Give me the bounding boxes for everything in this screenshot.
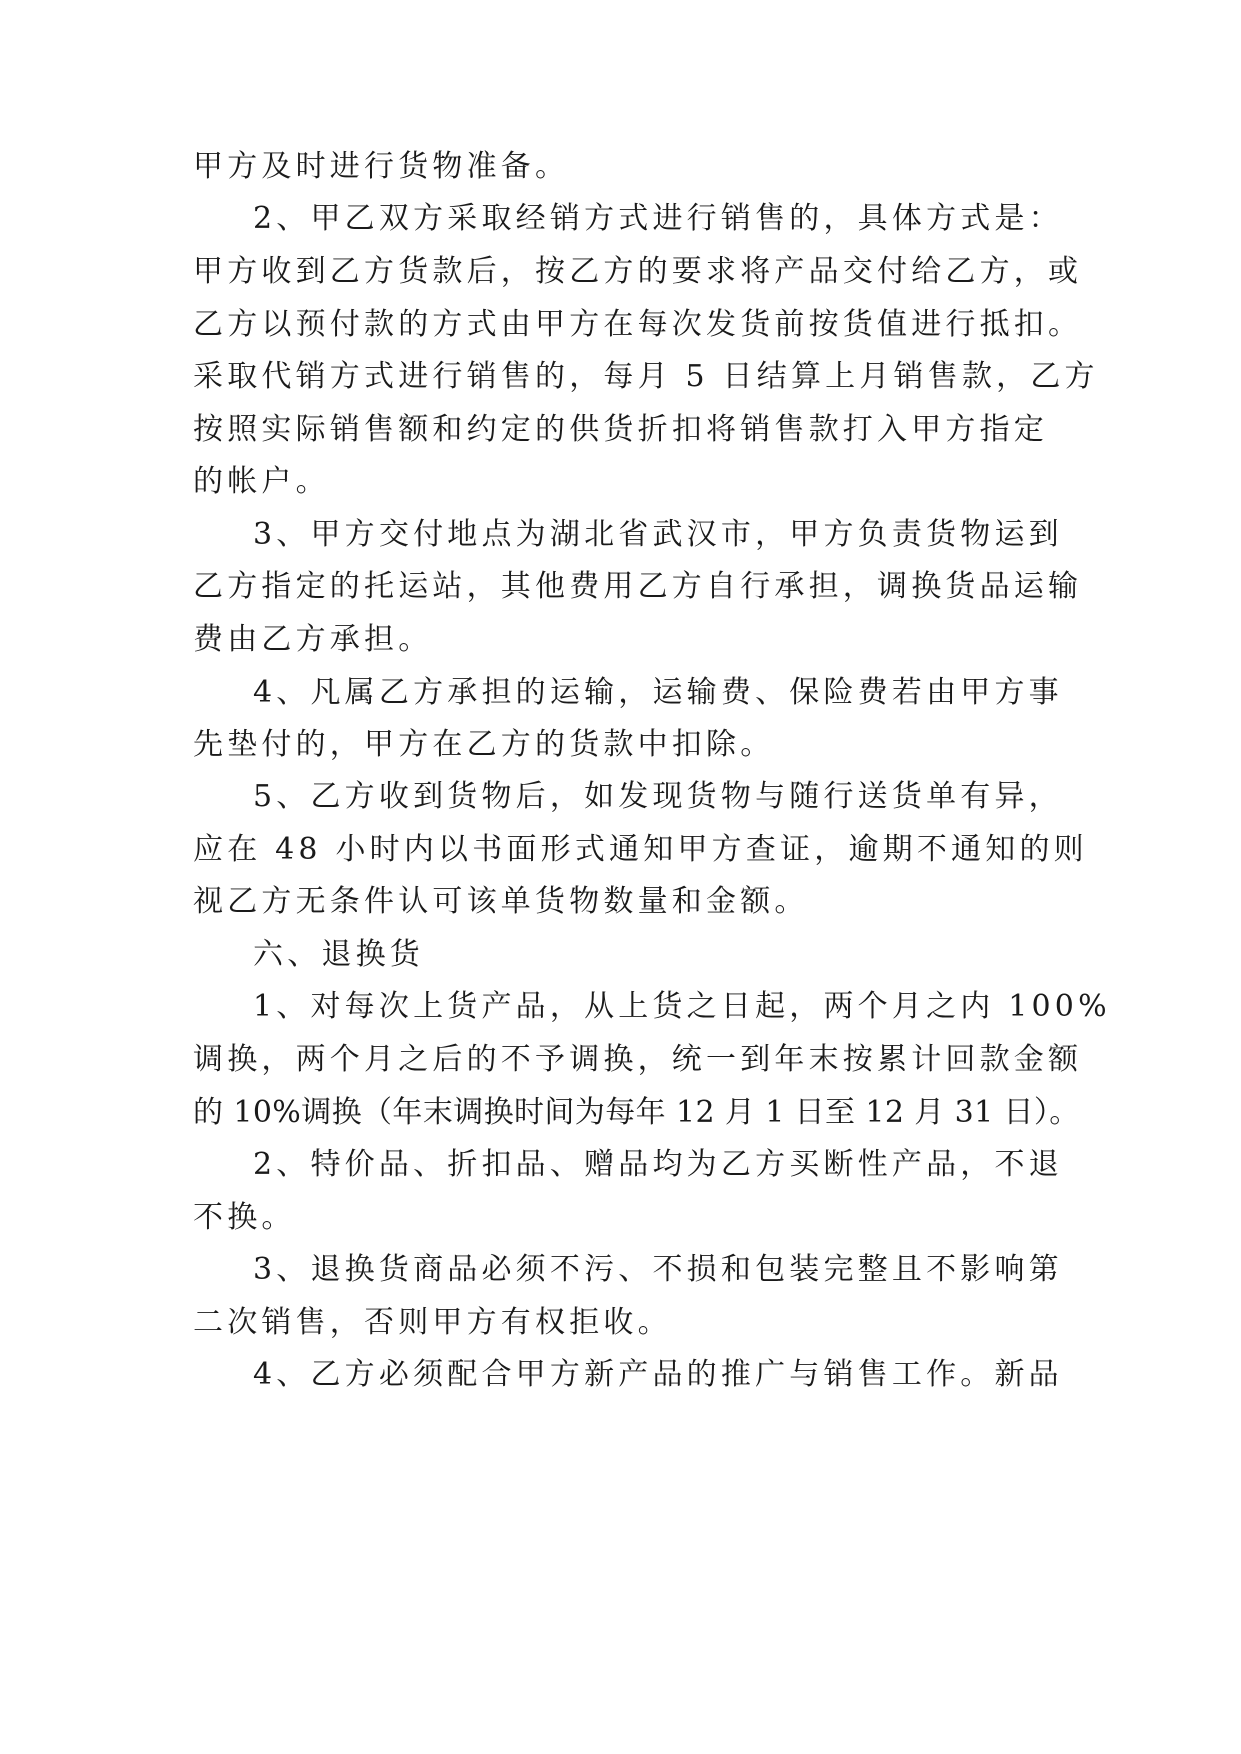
text-line: 2、特价品、折扣品、赠品均为乙方买断性产品，不退 [253,1147,1063,1182]
text-line: 的帐户。 [193,464,330,499]
text-line: 视乙方无条件认可该单货物数量和金额。 [193,884,809,919]
text-line: 甲方及时进行货物准备。 [193,149,570,184]
text-line: 的 10%调换（年末调换时间为每年 12 月 1 日至 12 月 31 日）。 [193,1095,1080,1130]
text-line: 1、对每次上货产品，从上货之日起，两个月之内 100% [253,989,1111,1024]
text-line: 2、甲乙双方采取经销方式进行销售的，具体方式是： [253,201,1063,236]
section-heading: 六、退换货 [253,937,424,972]
text-line: 按照实际销售额和约定的供货折扣将销售款打入甲方指定 [193,412,1048,447]
text-line: 甲方收到乙方货款后，按乙方的要求将产品交付给乙方，或 [193,254,1083,289]
text-line: 3、甲方交付地点为湖北省武汉市，甲方负责货物运到 [253,517,1063,552]
text-line: 应在 48 小时内以书面形式通知甲方查证，逾期不通知的则 [193,832,1088,867]
text-line: 乙方指定的托运站，其他费用乙方自行承担，调换货品运输 [193,569,1083,604]
text-line: 调换，两个月之后的不予调换，统一到年末按累计回款金额 [193,1042,1083,1077]
text-line: 3、退换货商品必须不污、不损和包装完整且不影响第 [253,1252,1063,1287]
text-line: 先垫付的，甲方在乙方的货款中扣除。 [193,727,775,762]
text-line: 采取代销方式进行销售的，每月 5 日结算上月销售款，乙方 [193,359,1099,394]
text-line: 4、凡属乙方承担的运输，运输费、保险费若由甲方事 [253,675,1063,710]
text-line: 5、乙方收到货物后，如发现货物与随行送货单有异， [253,779,1063,814]
text-line: 二次销售，否则甲方有权拒收。 [193,1305,672,1340]
text-line: 乙方以预付款的方式由甲方在每次发货前按货值进行抵扣。 [193,307,1083,342]
text-line: 不换。 [193,1200,296,1235]
text-line: 费由乙方承担。 [193,622,433,657]
text-line: 4、乙方必须配合甲方新产品的推广与销售工作。新品 [253,1357,1063,1392]
